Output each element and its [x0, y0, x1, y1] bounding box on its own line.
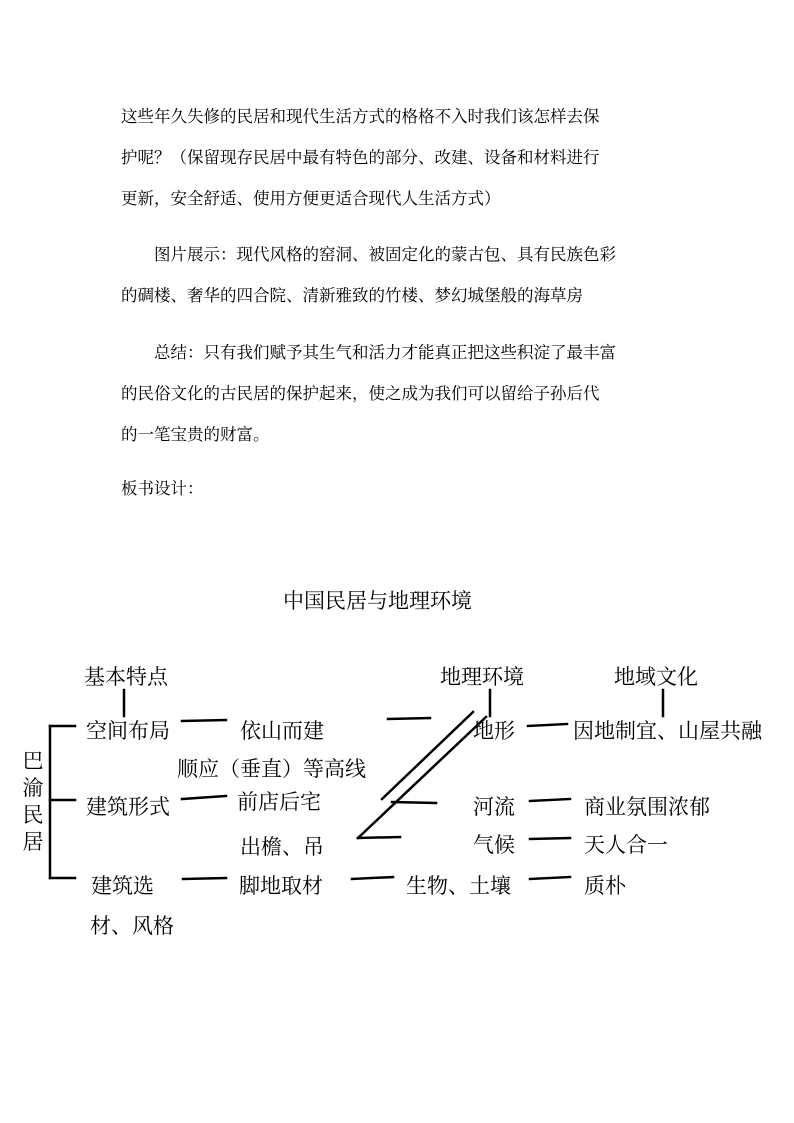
- geo-terrain: 地形: [473, 719, 515, 743]
- geo-river: 河流: [473, 795, 515, 819]
- conn-river-culture: [530, 799, 570, 801]
- mid-shop: 前店后宅: [237, 790, 321, 814]
- text-line: 的碉楼、奢华的四合院、清新雅致的竹楼、梦幻城堡般的海草房: [121, 286, 583, 305]
- conn-climate-culture: [530, 838, 570, 839]
- header-regional: 地域文化: [614, 665, 698, 689]
- mid-contour: 顺应（垂直）等高线: [177, 757, 366, 781]
- text-line: 板书设计：: [121, 479, 204, 498]
- left-material-1: 建筑选: [91, 874, 154, 898]
- header-basic: 基本特点: [84, 665, 168, 689]
- diagram-title: 中国民居与地理环境: [283, 589, 472, 613]
- culture-simple: 质朴: [584, 874, 626, 898]
- conn-terrain-culture: [528, 724, 567, 726]
- diag-terrain-1: [382, 712, 473, 799]
- left-material-2: 材、风格: [90, 914, 174, 938]
- root-label: [20, 748, 46, 856]
- geo-bio-soil: 生物、土壤: [406, 874, 511, 898]
- header-geo-env: 地理环境: [440, 665, 524, 689]
- root-char: 居: [22, 830, 44, 854]
- mid-eave: 出檐、吊: [240, 835, 324, 859]
- culture-harmony: 天人合一: [584, 833, 668, 857]
- text-line: 的民俗文化的古民居的保护起来，使之成为我们可以留给子孙后代: [121, 384, 600, 403]
- conn-layout-mountain: [182, 720, 226, 721]
- conn-eave: [358, 837, 400, 838]
- root-char: 民: [22, 803, 44, 827]
- culture-commerce: 商业氛围浓郁: [584, 795, 710, 819]
- conn-form-shop: [182, 796, 226, 799]
- text-line: 护呢？（保留现存民居中最有特色的部分、改建、设备和材料进行: [121, 148, 600, 167]
- mid-local-material: 脚地取材: [239, 874, 323, 898]
- root-char: 渝: [22, 776, 44, 800]
- conn-material: [183, 878, 226, 879]
- text-line: 的一笔宝贵的财富。: [121, 425, 270, 444]
- text-line: 这些年久失修的民居和现代生活方式的格格不入时我们该怎样去保: [121, 107, 600, 126]
- left-layout: 空间布局: [86, 719, 170, 743]
- text-line: 图片展示：现代风格的窑洞、被固定化的蒙古包、具有民族色彩: [121, 245, 616, 264]
- conn-bio-culture: [530, 877, 570, 879]
- text-line: 总结：只有我们赋予其生气和活力才能真正把这些积淀了最丰富: [121, 343, 616, 362]
- left-form: 建筑形式: [86, 795, 170, 819]
- mid-mountain: 依山而建: [240, 719, 324, 743]
- text-line: 更新，安全舒适、使用方便更适合现代人生活方式）: [121, 189, 501, 208]
- conn-shop-river: [392, 802, 436, 803]
- conn-mountain-terrain: [388, 718, 430, 719]
- culture-terrain: 因地制宜、山屋共融: [573, 719, 762, 743]
- root-char: 巴: [22, 749, 44, 773]
- geo-climate: 气候: [473, 833, 515, 857]
- diag-terrain-2: [358, 717, 486, 838]
- conn-material-bio: [352, 877, 393, 879]
